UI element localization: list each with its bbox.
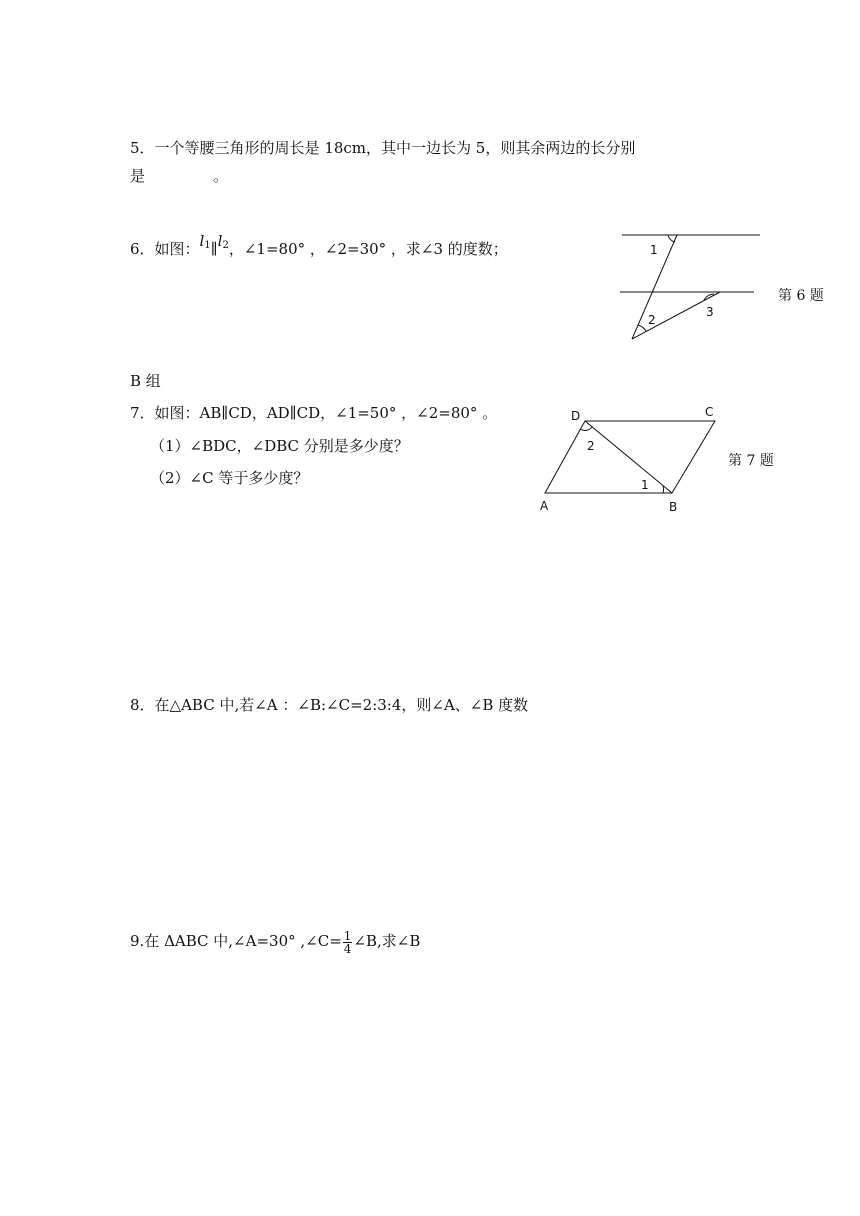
question-6-prefix: 6．如图：	[130, 240, 200, 258]
question-7-part-1: （1）∠BDC，∠DBC 分别是多少度？	[150, 437, 409, 455]
question-5-prefix: 是	[130, 167, 146, 185]
question-7-stem: 7．如图：AB∥CD，AD∥CD，∠1=50° ，∠2=80° 。	[130, 404, 498, 422]
figure-6-diagram	[600, 222, 780, 347]
line-l2-subscript: 2	[222, 240, 229, 251]
figure-7-diagram	[535, 400, 730, 515]
question-5-line-2	[130, 165, 228, 186]
angle-label-2: 2	[587, 439, 595, 453]
line-l1-letter: l	[199, 232, 205, 250]
angle-label-1: 1	[641, 478, 649, 492]
question-9-suffix: ∠B,求∠B	[353, 932, 421, 950]
question-5-line-1: 5．一个等腰三角形的周长是 18cm，其中一边长为 5，则其余两边的长分别	[130, 139, 636, 157]
angle-label-2: 2	[648, 313, 656, 327]
diagonal-db	[585, 421, 672, 493]
angle-label-3: 3	[706, 305, 714, 319]
angle-2-arc	[638, 325, 646, 331]
parallelogram-abcd	[545, 421, 715, 493]
angle-1-arc	[663, 486, 664, 493]
line-l2	[218, 232, 229, 250]
question-8-text: 8．在△ABC 中,若∠A ：∠B:∠C=2:3:4，则∠A、∠B 度数	[130, 696, 529, 714]
vertex-label-c: C	[705, 405, 714, 419]
question-9-text	[130, 928, 420, 955]
angle-3-arc	[704, 294, 714, 300]
question-9-prefix: 9.在 ΔABC 中,∠A=30° ,∠C=	[130, 932, 342, 950]
section-b-heading: B 组	[130, 372, 161, 390]
question-5-suffix: 。	[213, 167, 229, 185]
question-6-suffix: ，∠1=80° ，∠2=30° ，求∠3 的度数；	[228, 240, 508, 258]
line-l2-letter: l	[217, 232, 223, 250]
question-7-part-2: （2）∠C 等于多少度？	[150, 469, 309, 487]
vertex-label-b: B	[669, 500, 678, 514]
fraction-denominator: 4	[343, 941, 352, 956]
line-l1	[200, 232, 211, 250]
figure-7-caption: 第 7 题	[728, 453, 774, 469]
line-l1-subscript: 1	[204, 240, 211, 251]
vertex-label-a: A	[540, 499, 549, 513]
figure-6-caption: 第 6 题	[778, 288, 824, 304]
fraction-numerator: 1	[343, 928, 352, 943]
vertex-label-d: D	[571, 409, 581, 423]
parallel-symbol: ∥	[210, 240, 218, 258]
angle-label-1: 1	[650, 243, 658, 257]
fraction-one-quarter	[343, 930, 353, 955]
question-6-text	[130, 232, 508, 259]
